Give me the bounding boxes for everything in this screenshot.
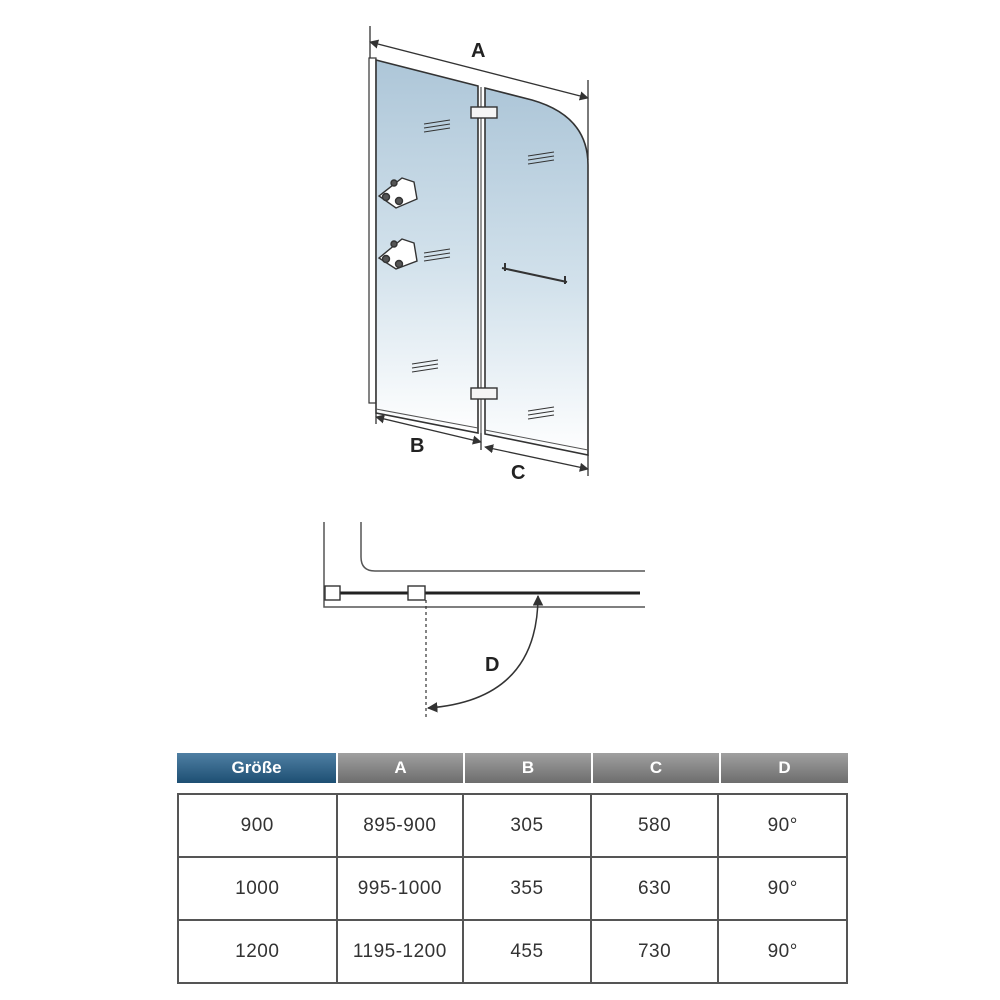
plan-wall-profile	[325, 586, 340, 600]
cell-a: 995-1000	[338, 858, 465, 919]
right-glass-panel	[485, 88, 588, 455]
cell-b: 455	[464, 921, 592, 982]
cell-d: 90°	[719, 858, 848, 919]
table-row	[179, 921, 848, 984]
cell-size: 1000	[179, 858, 338, 919]
dimension-c-label: C	[511, 462, 526, 484]
front-view	[369, 26, 588, 484]
header-c: C	[591, 753, 719, 783]
cell-c: 580	[592, 795, 720, 856]
dimension-a-label: A	[471, 40, 486, 62]
cell-a: 895-900	[338, 795, 465, 856]
hinge-top	[471, 107, 497, 118]
cell-c: 730	[592, 921, 720, 982]
cell-d: 90°	[719, 921, 848, 982]
header-size: Größe	[177, 753, 336, 783]
size-table	[177, 753, 848, 984]
cell-d: 90°	[719, 795, 848, 856]
plan-view	[324, 522, 645, 718]
table-row	[179, 858, 848, 921]
cell-c: 630	[592, 858, 720, 919]
table-body	[177, 793, 848, 984]
header-a: A	[336, 753, 463, 783]
plan-bathtub	[361, 522, 645, 571]
header-b: B	[463, 753, 591, 783]
dimension-b-label: B	[410, 435, 425, 457]
cell-b: 305	[464, 795, 592, 856]
hinge-bottom	[471, 388, 497, 399]
dimension-d-label: D	[485, 654, 500, 676]
table-row	[179, 795, 848, 858]
swing-arc	[428, 596, 538, 708]
cell-size: 900	[179, 795, 338, 856]
cell-b: 355	[464, 858, 592, 919]
plan-hinge	[408, 586, 425, 600]
cell-a: 1195-1200	[338, 921, 465, 982]
cell-size: 1200	[179, 921, 338, 982]
wall-profile	[369, 58, 376, 403]
header-d: D	[719, 753, 848, 783]
table-header	[177, 753, 848, 783]
